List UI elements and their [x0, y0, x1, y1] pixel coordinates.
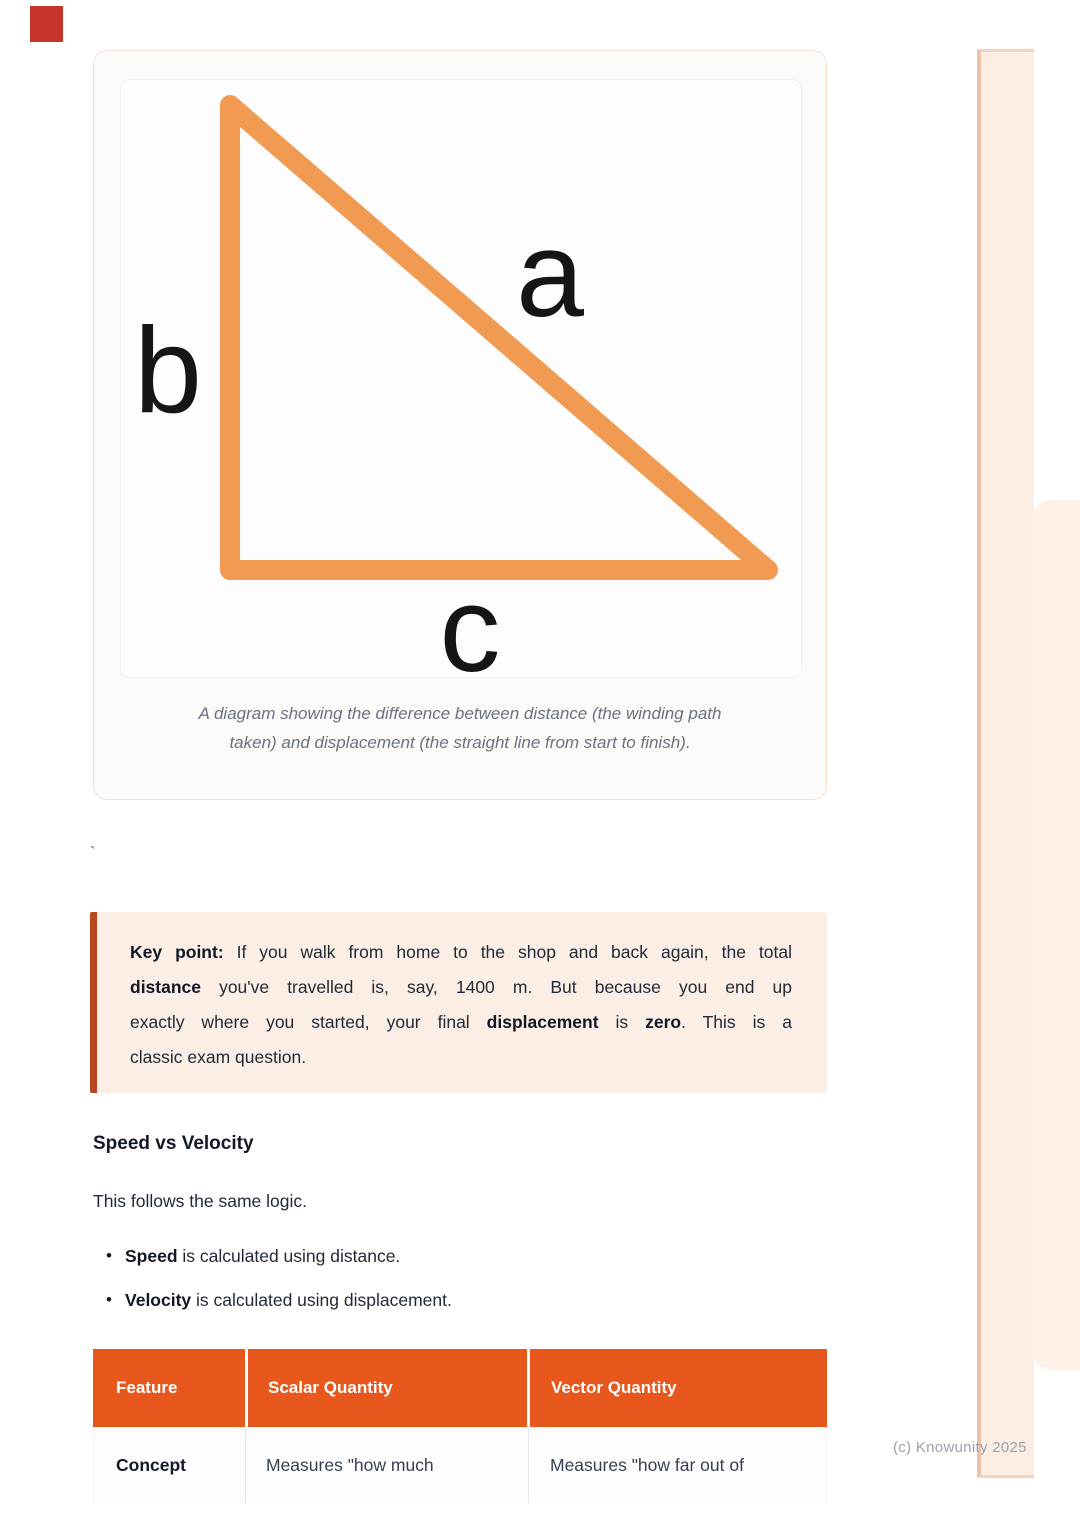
keypoint-callout: [90, 912, 827, 1093]
table-header-row: [93, 1349, 827, 1427]
copyright-watermark: (c) Knowunity 2025: [893, 1439, 1027, 1456]
table-cell: Concept: [94, 1427, 246, 1503]
bold-text: Speed: [125, 1246, 178, 1266]
side-page-edge-stripe: [977, 49, 1034, 1478]
text: is calculated using displacement.: [191, 1290, 452, 1310]
red-page-marker: [30, 6, 63, 42]
bold-text: Velocity: [125, 1290, 192, 1310]
bold-text: distance: [130, 977, 201, 997]
caption-line: taken) and displacement (the straight line from start to finish).: [229, 733, 691, 752]
bullet-dot: •: [106, 1290, 112, 1309]
text: classic exam question.: [130, 1047, 307, 1067]
keypoint-line: [130, 935, 792, 970]
table-header-cell: Scalar Quantity: [248, 1349, 527, 1427]
table-row: [93, 1427, 827, 1503]
comparison-table: [93, 1349, 827, 1503]
bullet-text: [125, 1242, 400, 1270]
bold-text: displacement: [486, 1012, 599, 1032]
keypoint-line: [130, 1005, 792, 1040]
bullet-dot: •: [106, 1246, 112, 1265]
table-body: [93, 1427, 827, 1503]
bold-text: Key point:: [130, 942, 224, 962]
text: is calculated using distance.: [177, 1246, 401, 1266]
bullet-item: [93, 1286, 827, 1314]
text: If you walk from home to the shop and back again, the total: [223, 942, 792, 962]
text: . This is a: [681, 1012, 792, 1032]
keypoint-line: [130, 1040, 792, 1075]
keypoint-line: [130, 970, 792, 1005]
text: is: [598, 1012, 646, 1032]
figure-card: [93, 50, 827, 800]
bullet-item: [93, 1242, 827, 1270]
triangle-label-a: a: [516, 206, 584, 342]
bold-text: zero: [645, 1012, 682, 1032]
bullet-list: [93, 1242, 827, 1330]
table-cell: Measures "how much: [246, 1427, 529, 1503]
table-cell: Measures "how far out of: [550, 1454, 744, 1475]
figure-image-panel: [120, 79, 802, 678]
triangle-diagram: [121, 80, 802, 678]
side-page-edge-wide: [1031, 500, 1080, 1370]
caption-line: A diagram showing the difference between distance (the winding path: [198, 704, 722, 723]
triangle-label-b: b: [134, 302, 202, 438]
triangle-shape: [230, 105, 768, 570]
text: exactly where you started, your final: [130, 1012, 487, 1032]
bullet-text: [125, 1286, 452, 1314]
text: you've travelled is, say, 1400 m. But because you end up: [201, 977, 792, 997]
stray-backtick: `: [90, 845, 96, 862]
figure-caption: [94, 699, 826, 757]
triangle-label-c: c: [439, 561, 501, 678]
table-header-cell: Feature: [93, 1349, 245, 1427]
table-header-cell: Vector Quantity: [530, 1349, 827, 1427]
intro-paragraph: This follows the same logic.: [93, 1191, 307, 1211]
section-heading: Speed vs Velocity: [93, 1133, 254, 1154]
